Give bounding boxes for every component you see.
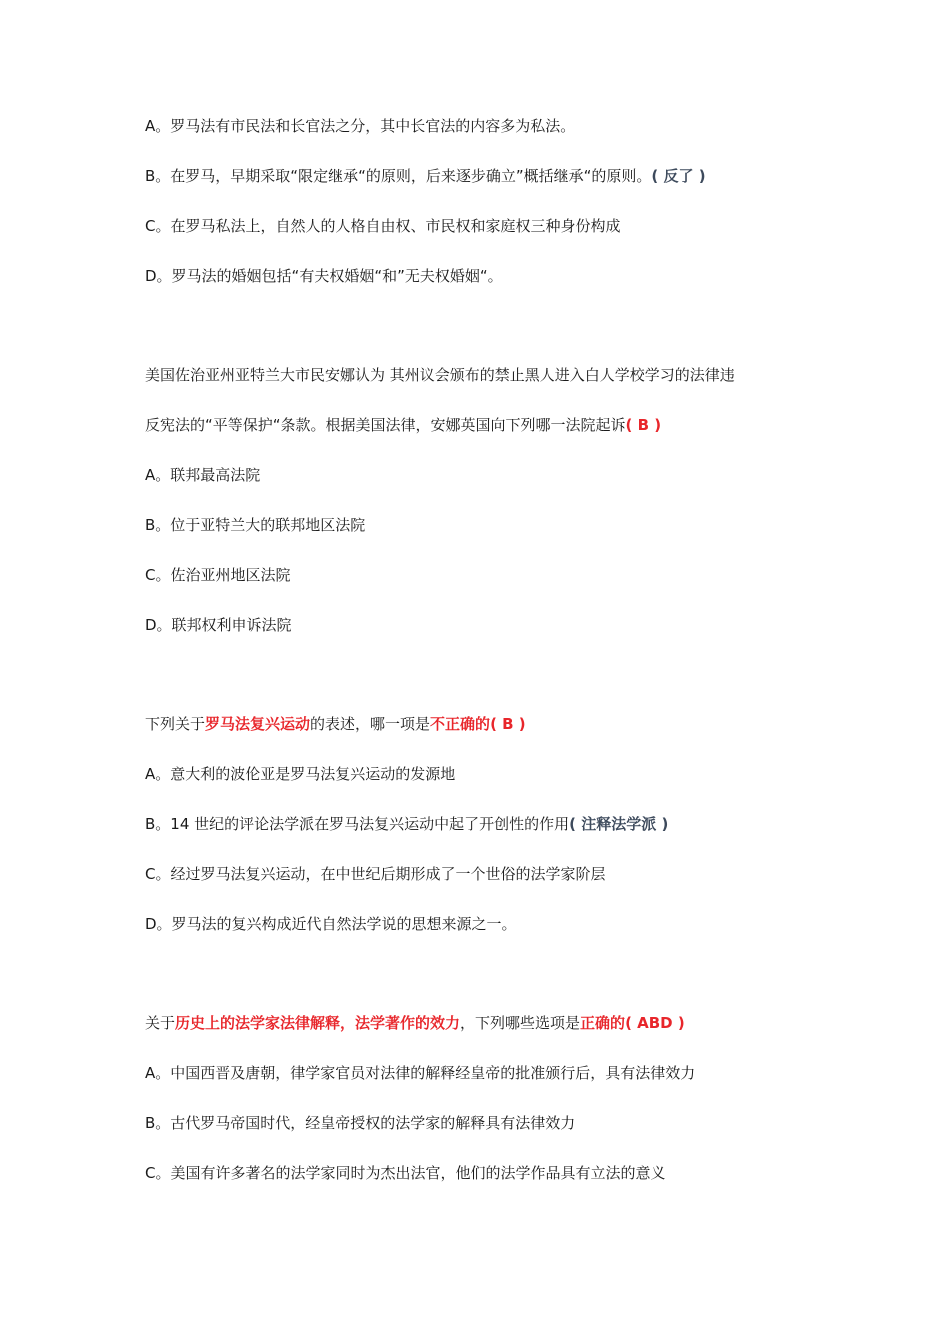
q2-stem-line2 xyxy=(145,415,825,435)
q3-stem xyxy=(145,714,825,734)
q2-option-d: D。联邦权利申诉法院 xyxy=(145,616,292,634)
q1-option-b-text: B。在罗马，早期采取“限定继承“的原则，后来逐步确立”概括继承“的原则。 xyxy=(145,167,652,185)
q4-option-c: C。美国有许多著名的法学家同时为杰出法官，他们的法学作品具有立法的意义 xyxy=(145,1164,666,1182)
q3-stem-highlight-1: 罗马法复兴运动 xyxy=(205,715,311,733)
q3-option-d: D。罗马法的复兴构成近代自然法学说的思想来源之一。 xyxy=(145,915,517,933)
q3-option-c: C。经过罗马法复兴运动，在中世纪后期形成了一个世俗的法学家阶层 xyxy=(145,865,606,883)
q2-stem-text: 反宪法的“平等保护“条款。根据美国法律，安娜英国向下列哪一法院起诉 xyxy=(145,416,626,434)
q1-option-d: D。罗马法的婚姻包括“有夫权婚姻“和”无夫权婚姻“。 xyxy=(145,267,503,285)
q1-option-b-note: ( 反了 ) xyxy=(651,167,706,185)
q4-stem-pre: 关于 xyxy=(145,1014,176,1032)
q4-stem-mid: ，下列哪些选项是 xyxy=(460,1014,581,1032)
q3-option-b-text: B。14 世纪的评论法学派在罗马法复兴运动中起了开创性的作用 xyxy=(145,815,570,833)
q4-option-b: B。古代罗马帝国时代，经皇帝授权的法学家的解释具有法律效力 xyxy=(145,1114,576,1132)
q1-option-a: A。罗马法有市民法和长官法之分，其中长官法的内容多为私法。 xyxy=(145,117,576,135)
q3-option-b xyxy=(145,814,825,834)
q3-stem-highlight-2: 不正确的 xyxy=(430,715,491,733)
q3-stem-pre: 下列关于 xyxy=(145,715,206,733)
q4-stem-highlight-1: 历史上的法学家法律解释，法学著作的效力 xyxy=(175,1014,461,1032)
q1-option-b xyxy=(145,166,825,186)
q2-option-a: A。联邦最高法院 xyxy=(145,466,261,484)
q4-answer: ( ABD ) xyxy=(625,1014,685,1032)
q2-option-c: C。佐治亚州地区法院 xyxy=(145,566,291,584)
q3-option-a: A。意大利的波伦亚是罗马法复兴运动的发源地 xyxy=(145,765,456,783)
q2-answer: ( B ) xyxy=(625,416,662,434)
q2-stem-line1: 美国佐治亚州亚特兰大市民安娜认为 其州议会颁布的禁止黑人进入白人学校学习的法律违 xyxy=(145,366,735,384)
q3-option-b-note: ( 注释法学派 ) xyxy=(569,815,669,833)
q4-stem-highlight-2: 正确的 xyxy=(580,1014,626,1032)
q4-option-a: A。中国西晋及唐朝，律学家官员对法律的解释经皇帝的批准颁行后，具有法律效力 xyxy=(145,1064,696,1082)
q1-option-c: C。在罗马私法上，自然人的人格自由权、市民权和家庭权三种身份构成 xyxy=(145,217,621,235)
q3-answer: ( B ) xyxy=(490,715,526,733)
q3-stem-mid: 的表述，哪一项是 xyxy=(310,715,431,733)
q4-stem xyxy=(145,1013,825,1033)
q2-option-b: B。位于亚特兰大的联邦地区法院 xyxy=(145,516,366,534)
